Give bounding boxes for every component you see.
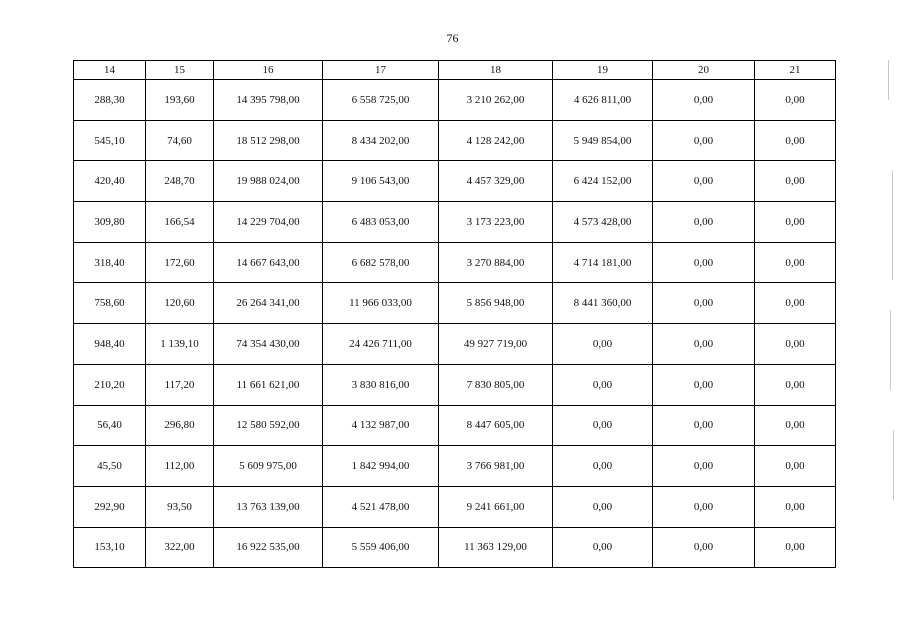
table-cell: 8 441 360,00: [553, 283, 653, 324]
table-row: [74, 120, 836, 161]
table-cell: 4 714 181,00: [553, 242, 653, 283]
table-cell: 0,00: [653, 405, 755, 446]
table-cell: 19 988 024,00: [214, 161, 323, 202]
table-cell: 0,00: [755, 161, 836, 202]
table-cell: 120,60: [146, 283, 214, 324]
table-cell: 1 139,10: [146, 324, 214, 365]
table-cell: 0,00: [553, 486, 653, 527]
table-cell: 0,00: [553, 364, 653, 405]
table-cell: 292,90: [74, 486, 146, 527]
table-cell: 0,00: [755, 80, 836, 121]
table-cell: 6 483 053,00: [323, 202, 439, 243]
table-cell: 4 626 811,00: [553, 80, 653, 121]
table-cell: 0,00: [755, 486, 836, 527]
table-cell: 49 927 719,00: [439, 324, 553, 365]
table-cell: 318,40: [74, 242, 146, 283]
table-row: [74, 486, 836, 527]
table-cell: 18 512 298,00: [214, 120, 323, 161]
table-cell: 24 426 711,00: [323, 324, 439, 365]
table-cell: 420,40: [74, 161, 146, 202]
table-cell: 0,00: [653, 446, 755, 487]
table-cell: 0,00: [755, 242, 836, 283]
table-cell: 4 521 478,00: [323, 486, 439, 527]
table-cell: 6 682 578,00: [323, 242, 439, 283]
table-body: [74, 80, 836, 568]
table-cell: 0,00: [553, 527, 653, 568]
column-header: 16: [214, 61, 323, 80]
table-cell: 3 830 816,00: [323, 364, 439, 405]
table-cell: 9 106 543,00: [323, 161, 439, 202]
table-cell: 322,00: [146, 527, 214, 568]
table-cell: 0,00: [553, 405, 653, 446]
table-cell: 12 580 592,00: [214, 405, 323, 446]
table-cell: 0,00: [653, 486, 755, 527]
table-cell: 172,60: [146, 242, 214, 283]
table-cell: 11 966 033,00: [323, 283, 439, 324]
table-row: [74, 242, 836, 283]
table-cell: 26 264 341,00: [214, 283, 323, 324]
table-cell: 0,00: [755, 364, 836, 405]
table-row: [74, 283, 836, 324]
table-cell: 6 558 725,00: [323, 80, 439, 121]
table-row: [74, 446, 836, 487]
table-cell: 3 173 223,00: [439, 202, 553, 243]
table-cell: 4 128 242,00: [439, 120, 553, 161]
table-cell: 3 270 884,00: [439, 242, 553, 283]
table-cell: 0,00: [553, 446, 653, 487]
table-cell: 0,00: [755, 120, 836, 161]
table-cell: 309,80: [74, 202, 146, 243]
table-cell: 0,00: [755, 446, 836, 487]
margin-scan-marks: [884, 60, 900, 530]
table-cell: 153,10: [74, 527, 146, 568]
table-row: [74, 364, 836, 405]
table-cell: 74,60: [146, 120, 214, 161]
table-cell: 1 842 994,00: [323, 446, 439, 487]
table-cell: 4 132 987,00: [323, 405, 439, 446]
table-cell: 193,60: [146, 80, 214, 121]
column-header: 21: [755, 61, 836, 80]
page-number: 76: [446, 31, 459, 45]
table-cell: 14 229 704,00: [214, 202, 323, 243]
table-cell: 288,30: [74, 80, 146, 121]
table-cell: 0,00: [653, 283, 755, 324]
table-cell: 545,10: [74, 120, 146, 161]
table-cell: 0,00: [653, 161, 755, 202]
table-cell: 14 395 798,00: [214, 80, 323, 121]
table-cell: 0,00: [755, 405, 836, 446]
table-cell: 16 922 535,00: [214, 527, 323, 568]
column-header: 14: [74, 61, 146, 80]
table-cell: 248,70: [146, 161, 214, 202]
table-cell: 74 354 430,00: [214, 324, 323, 365]
table-cell: 758,60: [74, 283, 146, 324]
table-row: [74, 324, 836, 365]
table-cell: 0,00: [653, 324, 755, 365]
header-row: [74, 61, 836, 80]
table-cell: 8 447 605,00: [439, 405, 553, 446]
table-cell: 56,40: [74, 405, 146, 446]
table-cell: 0,00: [755, 283, 836, 324]
table-cell: 0,00: [653, 242, 755, 283]
column-header: 18: [439, 61, 553, 80]
table-cell: 45,50: [74, 446, 146, 487]
table-row: [74, 202, 836, 243]
table-cell: 0,00: [755, 324, 836, 365]
table-cell: 6 424 152,00: [553, 161, 653, 202]
table-cell: 948,40: [74, 324, 146, 365]
table-cell: 0,00: [553, 324, 653, 365]
column-header: 19: [553, 61, 653, 80]
table-cell: 5 856 948,00: [439, 283, 553, 324]
table-cell: 3 210 262,00: [439, 80, 553, 121]
table-cell: 0,00: [755, 202, 836, 243]
table-cell: 0,00: [755, 527, 836, 568]
table-cell: 210,20: [74, 364, 146, 405]
table-row: [74, 405, 836, 446]
table-cell: 11 661 621,00: [214, 364, 323, 405]
table-cell: 8 434 202,00: [323, 120, 439, 161]
table-cell: 3 766 981,00: [439, 446, 553, 487]
table-row: [74, 161, 836, 202]
table-cell: 9 241 661,00: [439, 486, 553, 527]
table-cell: 5 559 406,00: [323, 527, 439, 568]
column-header: 20: [653, 61, 755, 80]
table-cell: 11 363 129,00: [439, 527, 553, 568]
column-header: 15: [146, 61, 214, 80]
table-cell: 166,54: [146, 202, 214, 243]
column-header: 17: [323, 61, 439, 80]
table-cell: 93,50: [146, 486, 214, 527]
table-cell: 13 763 139,00: [214, 486, 323, 527]
table-row: [74, 80, 836, 121]
table-cell: 5 609 975,00: [214, 446, 323, 487]
table-cell: 4 457 329,00: [439, 161, 553, 202]
table-cell: 0,00: [653, 202, 755, 243]
table-cell: 0,00: [653, 364, 755, 405]
table-cell: 112,00: [146, 446, 214, 487]
table-row: [74, 527, 836, 568]
table-cell: 14 667 643,00: [214, 242, 323, 283]
data-table: [73, 60, 836, 568]
table-cell: 5 949 854,00: [553, 120, 653, 161]
table-cell: 0,00: [653, 527, 755, 568]
table-cell: 296,80: [146, 405, 214, 446]
table-cell: 0,00: [653, 80, 755, 121]
table-cell: 0,00: [653, 120, 755, 161]
table-cell: 117,20: [146, 364, 214, 405]
table-cell: 7 830 805,00: [439, 364, 553, 405]
table-cell: 4 573 428,00: [553, 202, 653, 243]
